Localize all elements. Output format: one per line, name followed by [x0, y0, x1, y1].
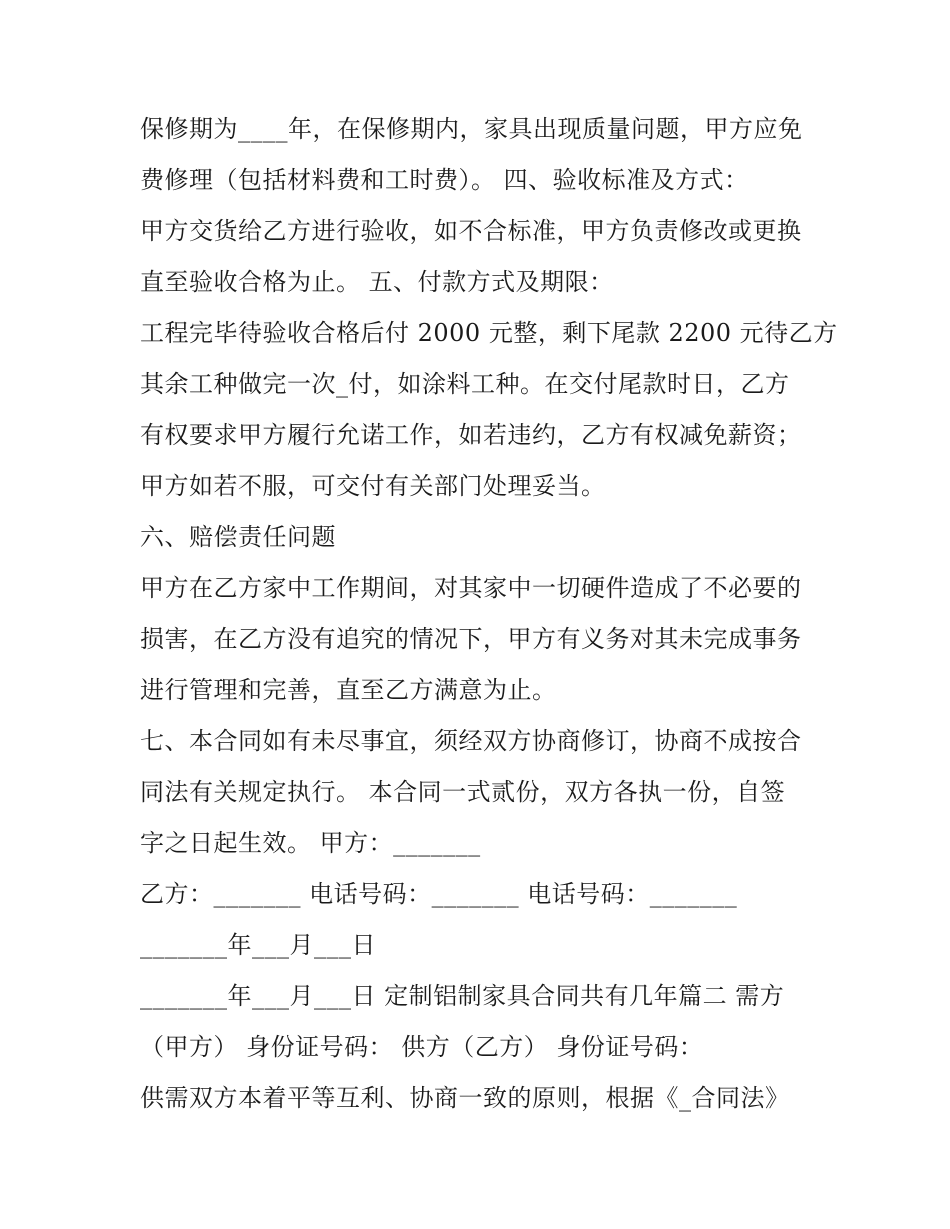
text-line: （甲方） 身份证号码： 供方（乙方） 身份证号码： [140, 1033, 704, 1061]
text-line: 其余工种做完一次_付，如涂料工种。在交付尾款时日，乙方 [140, 370, 790, 398]
text-line: 损害，在乙方没有追究的情况下，甲方有义务对其未完成事务 [140, 625, 802, 653]
text-line: 有权要求甲方履行允诺工作，如若违约，乙方有权减免薪资； [140, 421, 802, 449]
date-line: _______年___月___日 [140, 931, 376, 959]
text-line: 费修理（包括材料费和工时费）。 四、验收标准及方式： [140, 166, 749, 194]
text-line: 同法有关规定执行。 本合同一式贰份，双方各执一份，自签 [140, 778, 786, 806]
text-line: 进行管理和完善，直至乙方满意为止。 [140, 676, 557, 704]
signature-line-party-a: 字之日起生效。 甲方：_______ [140, 829, 481, 857]
text-line: 甲方在乙方家中工作期间，对其家中一切硬件造成了不必要的 [140, 574, 802, 602]
text-line: 甲方如若不服，可交付有关部门处理妥当。 [140, 472, 606, 500]
text-line: 工程完毕待验收合格后付 2000 元整，剩下尾款 2200 元待乙方 [140, 319, 838, 347]
contract-text [140, 104, 838, 1124]
text-line: 保修期为____年，在保修期内，家具出现质量问题，甲方应免 [140, 115, 803, 143]
section-heading: 六、赔偿责任问题 [140, 523, 336, 551]
text-line: 七、本合同如有未尽事宜，须经双方协商修订，协商不成按合 [140, 727, 802, 755]
signature-line-party-b: 乙方：_______ 电话号码：_______ 电话号码：_______ [140, 880, 738, 908]
text-line: 供需双方本着平等互利、协商一致的原则，根据《_合同法》 [140, 1084, 790, 1112]
date-line: _______年___月___日 定制铝制家具合同共有几年篇二 需方 [140, 982, 785, 1010]
text-line: 甲方交货给乙方进行验收，如不合标准，甲方负责修改或更换 [140, 217, 802, 245]
text-line: 直至验收合格为止。 五、付款方式及期限： [140, 268, 614, 296]
